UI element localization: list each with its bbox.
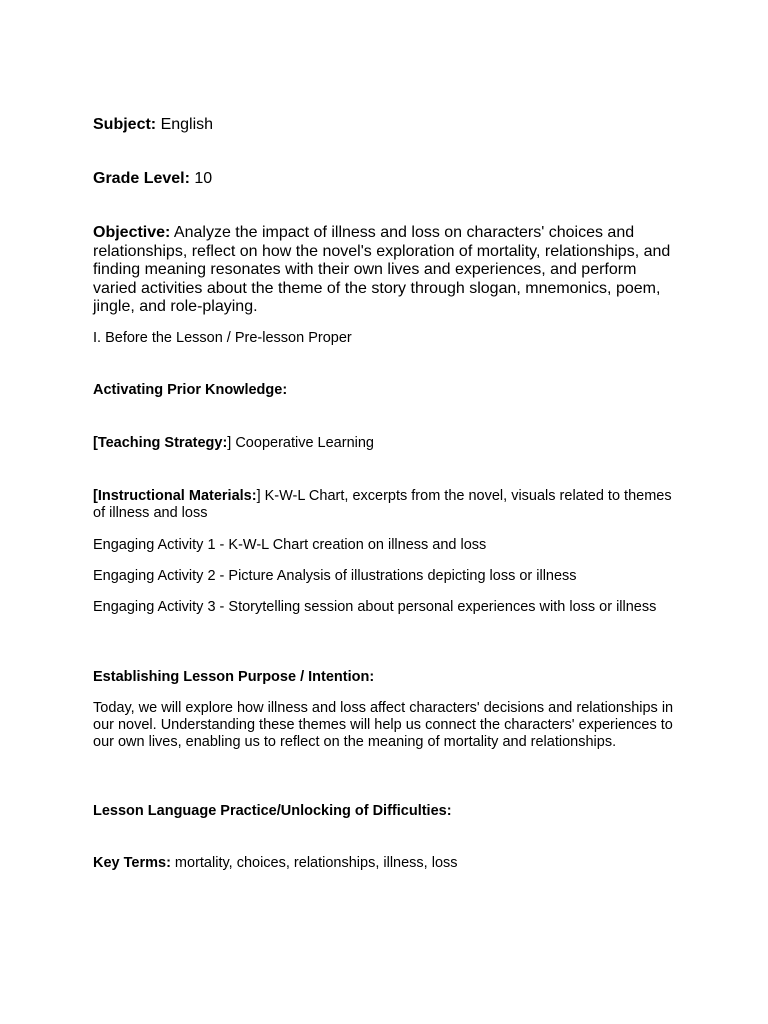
key-terms-line (93, 855, 683, 872)
lesson-purpose-text: Today, we will explore how illness and loss affect characters' decisions and relationships in our novel. Understanding these themes will help us connect the characters' experiences to our own lives, enabling us to reflect on the meaning of mortality and relationships. (93, 700, 674, 750)
engaging-activity-3: Engaging Activity 3 - Storytelling session about personal experiences with loss or illness (93, 599, 657, 615)
teaching-strategy-line (93, 435, 683, 452)
key-terms-label: Key Terms: (93, 855, 171, 871)
instructional-materials-line (93, 488, 683, 522)
activating-prior-knowledge-heading: Activating Prior Knowledge: (93, 382, 288, 398)
engaging-activity-1: Engaging Activity 1 - K-W-L Chart creation on illness and loss (93, 537, 487, 553)
engaging-activity-2: Engaging Activity 2 - Picture Analysis of illustrations depicting loss or illness (93, 568, 577, 584)
key-terms-value: mortality, choices, relationships, illness, loss (170, 855, 458, 871)
subject-line (93, 116, 683, 135)
instructional-materials-value: ] K-W-L Chart, excerpts from the novel, visuals related to themes of illness and loss (93, 488, 672, 521)
grade-level-value: 10 (189, 170, 213, 187)
subject-label: Subject: (93, 116, 157, 133)
teaching-strategy-label: [Teaching Strategy: (93, 435, 228, 451)
objective-text: Analyze the impact of illness and loss on characters' choices and relationships, reflect on how the novel's exploration of mortality, relationships, and finding meaning resonates with their own lives and experiences, and perform varied activities about the theme of the story through slogan, mnemonics, poem, jingle, and role-playing. (93, 224, 671, 315)
instructional-materials-label: [Instructional Materials: (93, 488, 257, 504)
grade-level-label: Grade Level: (93, 170, 190, 187)
section-i-heading: I. Before the Lesson / Pre-lesson Proper (93, 330, 352, 346)
grade-level-line (93, 170, 683, 189)
lesson-purpose-heading: Establishing Lesson Purpose / Intention: (93, 669, 375, 685)
objective-label: Objective: (93, 224, 171, 241)
teaching-strategy-value: ] Cooperative Learning (227, 435, 374, 451)
language-practice-heading: Lesson Language Practice/Unlocking of Difficulties: (93, 803, 452, 819)
objective-paragraph (93, 224, 683, 317)
subject-value: English (156, 116, 214, 133)
